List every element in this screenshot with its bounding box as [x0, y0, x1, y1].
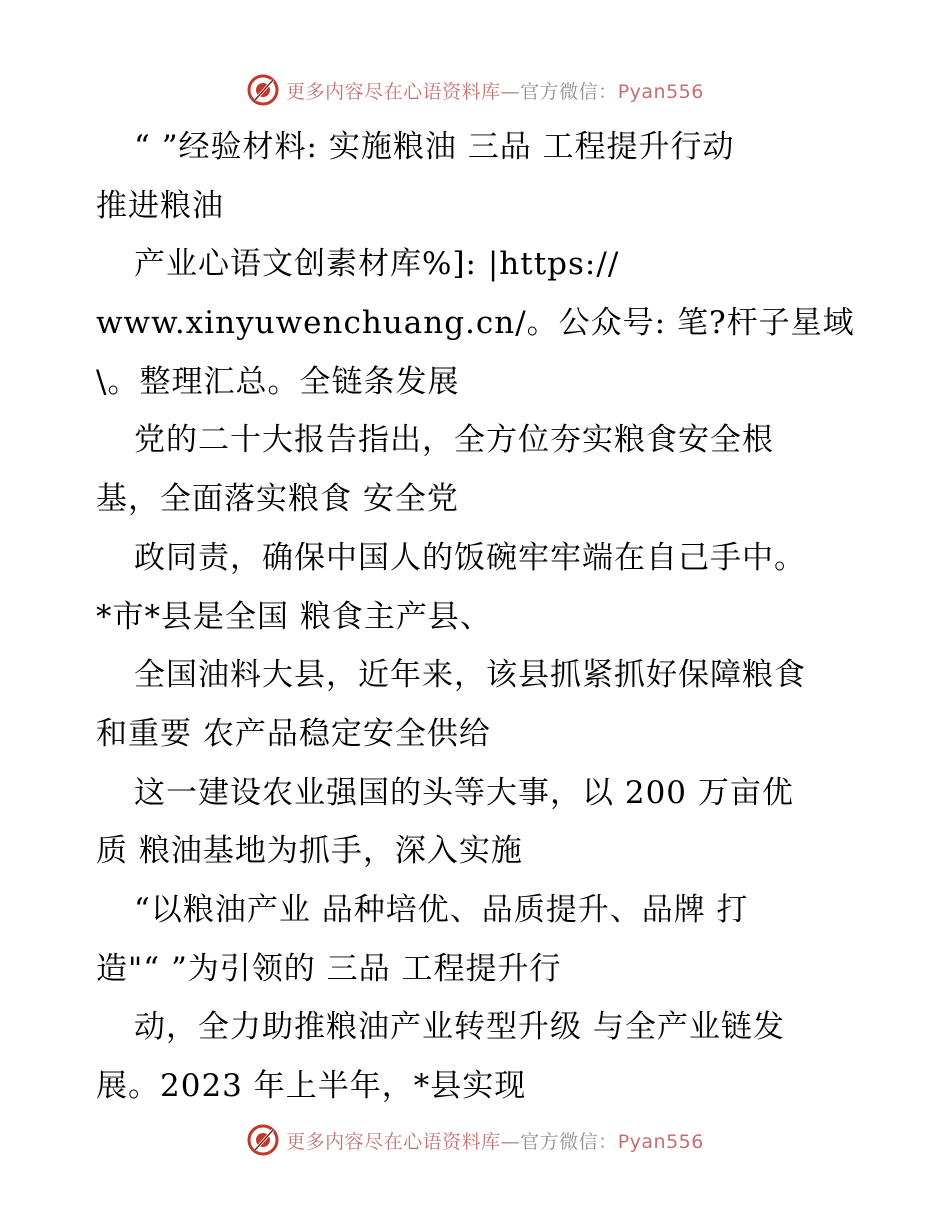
document-body	[96, 118, 856, 1116]
banner-wechat-label: 官方微信：	[520, 1130, 618, 1153]
pen-logo-icon	[246, 1123, 280, 1157]
banner-separator: —	[500, 80, 521, 103]
text-line: 质 粮油基地为抓手，深入实施	[96, 833, 523, 870]
text-line: 政同责，确保中国人的饭碗牢牢端在自己手中。	[134, 539, 806, 576]
text-line: 产业心语文创素材库%]: |https://	[134, 246, 620, 283]
text-line: 基，全面落实粮食 安全党	[96, 481, 459, 518]
text-line: 展。2023 年上半年，*县实现	[96, 1068, 527, 1104]
banner-text	[286, 77, 704, 104]
banner-separator: —	[500, 1130, 521, 1153]
header-banner	[0, 70, 950, 110]
banner-text	[286, 1127, 704, 1154]
banner-title: 更多内容尽在心语资料库	[286, 80, 501, 103]
banner-wechat-id: Pyan556	[617, 80, 704, 103]
text-line: 动，全力助推粮油产业转型升级 与全产业链发	[134, 1009, 785, 1046]
pen-logo-icon	[246, 73, 280, 107]
banner-title: 更多内容尽在心语资料库	[286, 1130, 501, 1153]
text-line: 和重要 农产品稳定安全供给	[96, 715, 491, 752]
text-line: \。整理汇总。全链条发展	[96, 363, 460, 400]
text-line: 推进粮油	[96, 187, 224, 224]
text-line: 党的二十大报告指出，全方位夯实粮食安全根	[134, 422, 774, 459]
footer-banner	[0, 1120, 950, 1160]
banner-wechat-label: 官方微信：	[520, 80, 618, 103]
text-line: www.xinyuwenchuang.cn/。公众号: 笔?杆子星域	[96, 305, 855, 342]
text-line: 造"“ ”为引领的 三品 工程提升行	[96, 950, 562, 987]
banner-wechat-id: Pyan556	[617, 1130, 704, 1153]
text-line: “ ”经验材料: 实施粮油 三品 工程提升行动	[134, 129, 735, 165]
text-line: *市*县是全国 粮食主产县、	[96, 598, 492, 635]
text-line: “以粮油产业 品种培优、品质提升、品牌 打	[134, 891, 749, 928]
text-line: 全国油料大县，近年来，该县抓紧抓好保障粮食	[134, 657, 806, 694]
text-line: 这一建设农业强国的头等大事，以 200 万亩优	[134, 774, 794, 811]
